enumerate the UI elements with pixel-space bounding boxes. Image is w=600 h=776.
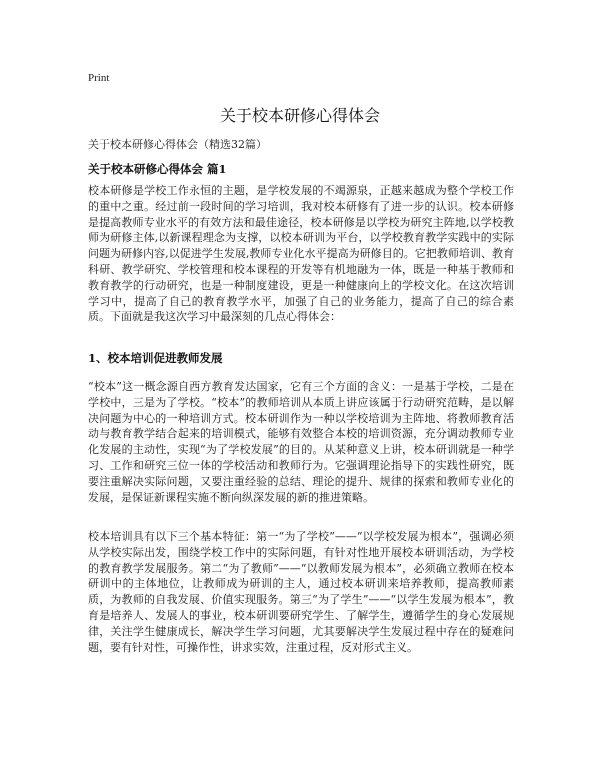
paragraph-section-2-continued: 校本培训具有以下三个基本特征：第一“为了学校”——“以学校发展为根本”，强调必须从学校实际出发，围绕学校工作中的实际问题，有针对性地开展校本研训活动，为学校的教育教学发展服务。第二“为了教师”——“以教师发展为根本”，必须确立教师在校本研训中的主体地位，让教师成为研训的主人，通过校本研训来培养教师，提高教师素质，为教师的自我发展、价值实现服务。第三“为了学生”——“以学生发展为根本”，教育是培养人、发展人的事业，校本研训要研究学生、了解学生，遵循学生的身心发展规律，关注学生健康成长，解决学生学习问题，尤其要解决学生发展过程中存在的疑难问题，要有针对性，可操作性，讲求实效，注重过程，反对形式主义。	[88, 530, 514, 654]
document-subtitle: 关于校本研修心得体会（精选32篇）	[88, 138, 267, 151]
print-link[interactable]: Print	[88, 72, 110, 84]
page-title: 关于校本研修心得体会	[219, 106, 380, 125]
paragraph-intro: 校本研修是学校工作永恒的主题，是学校发展的不竭源泉，正越来越成为整个学校工作的重中之重。经过前一段时间的学习培训，我对校本研修有了进一步的认识。校本研修是提高教师专业水平的有效方法和最佳途径，校本研修是以学校为研究主阵地,以学校教师为研修主体,以新课程理念为支撑，以校本研训为平台，以学校教育教学实践中的实际问题为研修内容,以促进学生发展,教师专业化水平提高为研修目的。它把教师培训、教育科研、教学研究、学校管理和校本课程的开发等有机地融为一体，既是一种基于教师和教育教学的行动研究，也是一种制度建设，更是一种健康向上的学校文化。在这次培训学习中，提高了自己的教育教学水平，加强了自己的业务能力，提高了自己的综合素质。下面就是我这次学习中最深刻的几点心得体会：	[88, 184, 514, 324]
paragraph-section-2: “校本”这一概念源自西方教育发达国家，它有三个方面的含义：一是基于学校，二是在学校中，三是为了学校。“校本”的教师培训从本质上讲应该属于行动研究范畴，是以解决问题为中心的一种培训方式。校本研训作为一种以学校培训为主阵地、将教师教育活动与教育教学结合起来的培训模式，能够有效整合本校的培训资源，充分调动教师专业化发展的主动性，实现“为了学校发展”的目的。从某种意义上讲，校本研训就是一种学习、工作和研究三位一体的学校活动和教师行为。它强调理论指导下的实践性研究，既要注重解决实际问题，又要注重经验的总结、理论的提升、规律的探索和教师专业化的发展，是保证新课程实施不断向纵深发展的新的推进策略。	[88, 380, 514, 504]
section-heading-2: 1、校本培训促进教师发展	[88, 351, 223, 365]
section-heading-1: 关于校本研修心得体会 篇1	[88, 162, 227, 176]
